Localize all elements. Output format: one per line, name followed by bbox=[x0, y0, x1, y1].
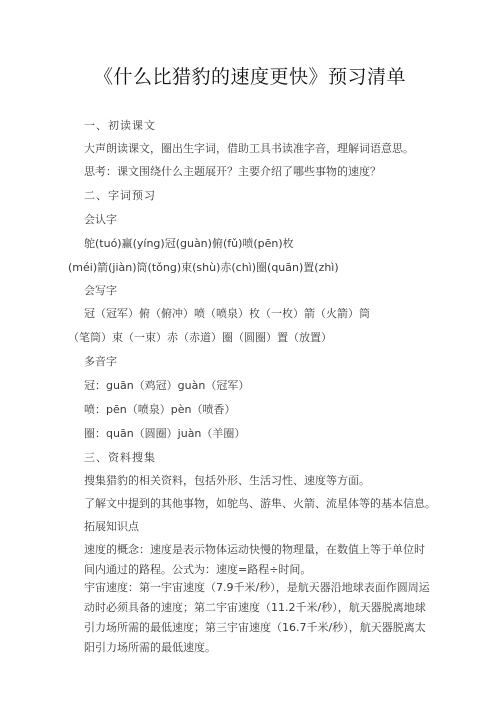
polyphonic-item-3: 圈：quān（圆圈）juàn（羊圈） bbox=[84, 427, 246, 440]
recognize-chars-line-2: (méi)箭(jiàn)筒(tǒng)束(shù)赤(chì)圈(quān)置(zhì) bbox=[68, 261, 339, 274]
section-1-heading: 一、初读课文 bbox=[84, 119, 156, 132]
write-chars-label: 会写字 bbox=[84, 284, 117, 297]
recognize-chars-label: 会认字 bbox=[84, 213, 117, 226]
polyphonic-item-1: 冠：guān（鸡冠）guàn（冠军） bbox=[84, 379, 250, 392]
section-2-heading: 二、字词预习 bbox=[84, 189, 156, 202]
section-3-paragraph-1: 搜集猎豹的相关资料，包括外形、生活习性、速度等方面。 bbox=[84, 474, 370, 487]
speed-concept-paragraph: 速度的概念：速度是表示物体运动快慢的物理量，在数值上等于单位时间内通过的路程。公式为：速度=路程÷时间。 bbox=[84, 543, 425, 576]
write-chars-line-1: 冠（冠军）俯（俯冲）喷（喷泉）枚（一枚）箭（火箭）筒 bbox=[84, 307, 370, 320]
page-title: 《什么比猎豹的速度更快》预习清单 bbox=[93, 66, 406, 88]
section-1-paragraph-2: 思考：课文围绕什么主题展开？主要介绍了哪些事物的速度？ bbox=[84, 165, 381, 178]
extension-knowledge-label: 拓展知识点 bbox=[84, 520, 139, 533]
write-chars-line-2: （笔筒）束（一束）赤（赤道）圈（圆圈）置（放置） bbox=[68, 331, 332, 344]
section-3-heading: 三、资料搜集 bbox=[84, 451, 156, 464]
section-3-paragraph-2: 了解文中提到的其他事物，如鸵鸟、游隼、火箭、流星体等的基本信息。 bbox=[84, 497, 436, 510]
section-1-paragraph-1: 大声朗读课文，圈出生字词，借助工具书读准字音，理解词语意思。 bbox=[84, 142, 414, 155]
polyphonic-item-2: 喷：pēn（喷泉）pèn（喷香） bbox=[84, 403, 236, 416]
recognize-chars-line-1: 鸵(tuó)赢(yíng)冠(guàn)俯(fǔ)喷(pēn)枚 bbox=[84, 237, 294, 250]
cosmic-velocity-paragraph: 宇宙速度：第一宇宙速度（7.9千米/秒），是航天器沿地球表面作圆周运动时必须具备的速度；第二宇宙速度（11.2千米/秒），航天器脱离地球引力场所需的最低速度；第三宇宙速度（16.7千米/秒），航天器脱离太阳引力场所需的最低速度。 bbox=[84, 581, 430, 654]
polyphonic-label: 多音字 bbox=[84, 355, 117, 368]
